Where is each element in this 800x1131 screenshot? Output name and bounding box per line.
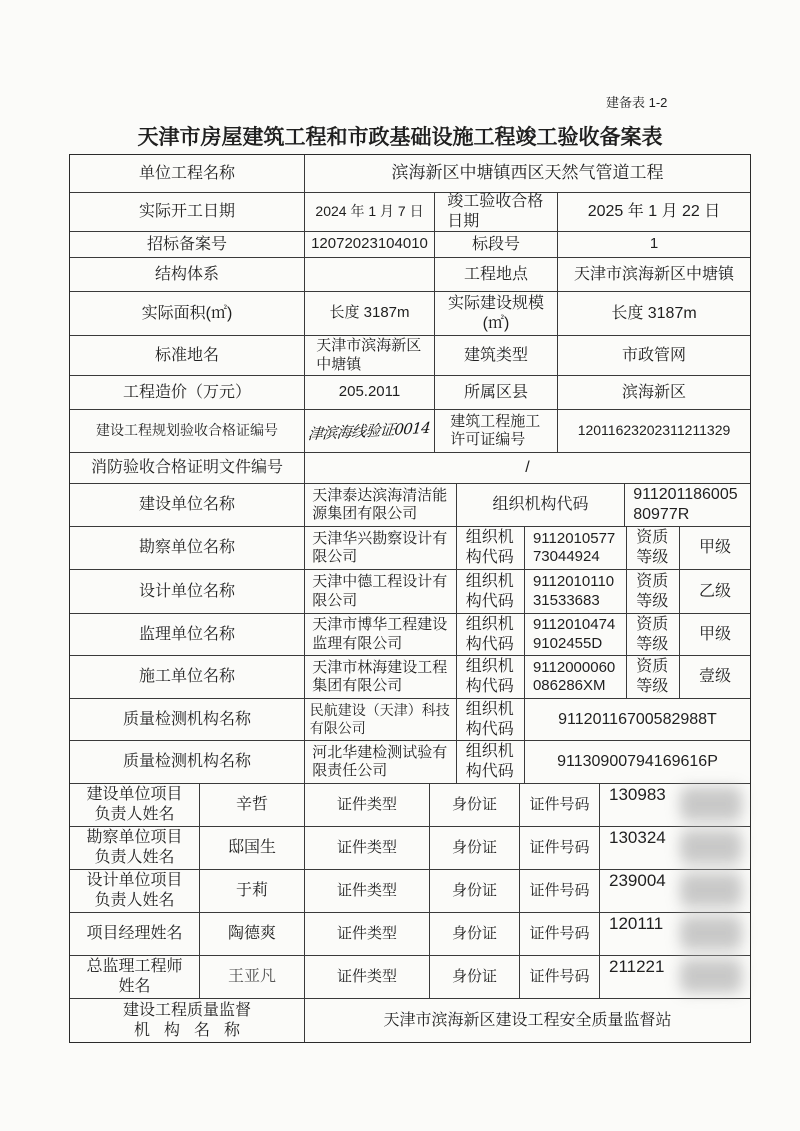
id-type-label: 证件类型 [305, 870, 430, 912]
personnel-role-cell [70, 956, 200, 998]
org-code: 9112000060086286XM [532, 658, 616, 694]
qualification-grade: 甲级 [698, 625, 731, 643]
unit-row [70, 570, 750, 614]
cost-value: 205.2011 [305, 376, 435, 409]
scale-label-cell [435, 292, 558, 335]
row-fire-cert [70, 453, 750, 484]
id-no-cell [600, 913, 750, 955]
fire-cert-label: 消防验收合格证明文件编号 [70, 453, 305, 483]
start-date-label: 实际开工日期 [70, 193, 305, 231]
unit-name: 天津中德工程设计有限公司 [312, 573, 448, 609]
personnel-name: 王亚凡 [200, 956, 305, 998]
org-code-label-cell [457, 741, 525, 783]
supervision-label-cell [70, 999, 305, 1042]
personnel-row [70, 956, 750, 999]
location-label: 工程地点 [435, 258, 558, 291]
unit-row [70, 699, 750, 741]
tender-no-value: 12072023104010 [305, 232, 435, 257]
unit-name-cell [305, 656, 457, 698]
unit-role: 建设单位名称 [70, 484, 305, 526]
id-no-cell [600, 956, 750, 998]
qualification-label-cell [627, 614, 680, 655]
id-type-value: 身份证 [430, 784, 520, 826]
location-value: 天津市滨海新区中塘镇 [573, 265, 734, 283]
row-cost [70, 376, 750, 410]
qualification-grade: 壹级 [698, 668, 731, 686]
id-no-visible: 239004 [609, 871, 666, 890]
unit-role: 监理单位名称 [70, 614, 305, 655]
org-code-cell [525, 570, 627, 613]
qualification-grade: 乙级 [698, 582, 731, 600]
id-no-visible: 211221 [609, 957, 665, 976]
row-place-name [70, 336, 750, 376]
unit-row [70, 484, 750, 527]
personnel-row [70, 870, 750, 913]
structure-label: 结构体系 [70, 258, 305, 291]
personnel-role-cell [70, 913, 200, 955]
building-type-value: 市政管网 [621, 346, 686, 364]
id-no-cell [600, 784, 750, 826]
id-no-label: 证件号码 [520, 956, 600, 998]
qualification-label: 资质等级 [636, 572, 669, 610]
unit-name-cell [305, 614, 457, 655]
org-code: 911201011031533683 [532, 573, 615, 609]
unit-name-cell [305, 484, 457, 526]
redacted-blur [680, 873, 742, 907]
id-no-label: 证件号码 [520, 827, 600, 869]
personnel-name: 邸国生 [200, 827, 305, 869]
unit-name-cell [305, 570, 457, 613]
area-value: 长度 3187m [305, 292, 435, 335]
org-code-label: 组织机构代码 [465, 658, 514, 695]
id-type-value: 身份证 [430, 827, 520, 869]
org-code-label-cell [457, 614, 525, 655]
row-tender [70, 232, 750, 258]
supervision-label [123, 1001, 251, 1040]
structure-value [305, 258, 435, 291]
unit-role: 施工单位名称 [70, 656, 305, 698]
id-no-label: 证件号码 [520, 784, 600, 826]
unit-role: 质量检测机构名称 [70, 699, 305, 740]
personnel-role-cell [70, 870, 200, 912]
permit-value: 12011623202311211329 [577, 422, 731, 439]
unit-name-cell [305, 527, 457, 569]
scale-value: 长度 3187m [611, 304, 697, 322]
form-code: 建备表 1-2 [606, 95, 668, 110]
id-no-label: 证件号码 [520, 870, 600, 912]
id-no-visible: 130983 [609, 785, 666, 804]
district-value: 滨海新区 [621, 383, 686, 401]
id-no-cell [600, 827, 750, 869]
personnel-role: 总监理工程师姓名 [86, 958, 183, 995]
personnel-name: 辛哲 [200, 784, 305, 826]
supervision-label-line1: 建设工程质量监督 [122, 1001, 251, 1019]
scale-label: 实际建设规模(㎡) [447, 294, 544, 332]
unit-name-cell [305, 741, 457, 783]
qualification-label: 资质等级 [636, 615, 669, 653]
fire-cert-value: / [525, 459, 530, 477]
row-certificates [70, 410, 750, 453]
unit-name: 天津市博华工程建设监理有限公司 [312, 616, 448, 652]
qualification-label: 资质等级 [636, 529, 669, 566]
acceptance-date-value: 2025 年 1 月 22 日 [587, 203, 721, 221]
org-code-label: 组织机构代码 [465, 572, 514, 610]
permit-label-cell [435, 410, 558, 452]
redacted-blur [680, 916, 742, 950]
org-code-label: 组织机构代码 [465, 743, 514, 780]
row-area [70, 292, 750, 336]
place-name-label: 标准地名 [70, 336, 305, 375]
id-type-value: 身份证 [430, 913, 520, 955]
page-title: 天津市房屋建筑工程和市政基础设施工程竣工验收备案表 [137, 126, 663, 149]
unit-name: 河北华建检测试验有限责任公司 [312, 743, 448, 779]
qualification-label: 资质等级 [636, 658, 669, 695]
id-type-label: 证件类型 [305, 784, 430, 826]
org-code-label: 组织机构代码 [465, 529, 514, 566]
unit-row [70, 741, 750, 784]
row-supervision [70, 999, 750, 1042]
id-type-value: 身份证 [430, 956, 520, 998]
id-type-value: 身份证 [430, 870, 520, 912]
org-code: 91120118600580977R [633, 486, 738, 523]
org-code: 91130900794169616P [557, 753, 718, 771]
personnel-row [70, 827, 750, 870]
org-code-label-cell [457, 656, 525, 698]
personnel-name: 陶德爽 [200, 913, 305, 955]
area-label: 实际面积(㎡) [70, 292, 305, 335]
permit-label: 建筑工程施工许可证编号 [450, 412, 541, 448]
unit-name: 天津泰达滨海清洁能源集团有限公司 [312, 486, 448, 522]
project-name-value: 滨海新区中塘镇西区天然气管道工程 [391, 163, 664, 183]
org-code-cell [525, 614, 627, 655]
org-code-label-cell [457, 699, 525, 740]
planning-cert-handwritten: 津滨海线验证0014 [307, 418, 432, 444]
supervision-name: 天津市滨海新区建设工程安全质量监督站 [383, 1011, 672, 1029]
id-no-visible: 130324 [609, 828, 666, 847]
qualification-label-cell [627, 656, 680, 698]
district-label: 所属区县 [435, 376, 558, 409]
qualification-label-cell [627, 527, 680, 569]
personnel-role-cell [70, 827, 200, 869]
id-type-label: 证件类型 [305, 913, 430, 955]
org-code: 91120104749102455D [532, 616, 616, 652]
start-date-value: 2024 年 1 月 7 日 [305, 193, 435, 231]
unit-role: 设计单位名称 [70, 570, 305, 613]
personnel-row [70, 784, 750, 827]
place-name-value: 天津市滨海新区中塘镇 [316, 337, 422, 373]
org-code-label-cell [457, 527, 525, 569]
id-no-cell [600, 870, 750, 912]
unit-row [70, 614, 750, 656]
org-code-label: 组织机构代码 [457, 484, 625, 526]
org-code-label: 组织机构代码 [465, 700, 514, 738]
unit-name: 天津华兴勘察设计有限公司 [312, 529, 448, 565]
project-name-label: 单位工程名称 [70, 155, 305, 192]
unit-row [70, 527, 750, 570]
id-no-visible: 120111 [609, 914, 664, 933]
unit-row [70, 656, 750, 699]
org-code-cell [525, 656, 627, 698]
section-no-value: 1 [649, 235, 659, 253]
org-code-cell [525, 527, 627, 569]
place-name-cell [305, 336, 435, 375]
building-type-label: 建筑类型 [435, 336, 558, 375]
unit-name: 天津市林海建设工程集团有限公司 [312, 658, 448, 694]
acceptance-date-label: 竣工验收合格日期 [447, 193, 544, 230]
redacted-blur [680, 830, 742, 864]
personnel-row [70, 913, 750, 956]
qualification-grade: 甲级 [698, 539, 731, 557]
planning-cert-label: 建设工程规划验收合格证编号 [70, 410, 305, 452]
acceptance-date-label-cell [435, 193, 558, 231]
cost-label: 工程造价（万元） [70, 376, 305, 409]
filing-table [69, 154, 751, 1043]
tender-no-label: 招标备案号 [70, 232, 305, 257]
redacted-blur [680, 959, 742, 993]
redacted-blur [680, 787, 742, 821]
org-code-cell [625, 484, 750, 526]
org-code: 911201057773044924 [532, 529, 616, 565]
org-code: 91120116700582988T [558, 710, 717, 728]
personnel-role: 勘察单位项目负责人姓名 [86, 829, 183, 866]
id-no-label: 证件号码 [520, 913, 600, 955]
unit-name: 民航建设（天津）科技有限公司 [309, 702, 450, 736]
planning-cert-cell [305, 410, 435, 452]
org-code-label: 组织机构代码 [465, 615, 514, 653]
id-type-label: 证件类型 [305, 827, 430, 869]
personnel-role-cell [70, 784, 200, 826]
personnel-role: 建设单位项目负责人姓名 [86, 786, 183, 823]
row-project-name [70, 155, 750, 193]
personnel-name: 于莉 [200, 870, 305, 912]
unit-name-cell [305, 699, 457, 740]
qualification-label-cell [627, 570, 680, 613]
org-code-label-cell [457, 570, 525, 613]
unit-role: 勘察单位名称 [70, 527, 305, 569]
unit-role: 质量检测机构名称 [70, 741, 305, 783]
section-no-label: 标段号 [435, 232, 558, 257]
row-structure [70, 258, 750, 292]
supervision-label-line2: 机 构 名 称 [133, 1021, 240, 1039]
row-dates [70, 193, 750, 232]
id-type-label: 证件类型 [305, 956, 430, 998]
personnel-role: 设计单位项目负责人姓名 [86, 872, 183, 909]
personnel-role: 项目经理姓名 [86, 925, 183, 943]
